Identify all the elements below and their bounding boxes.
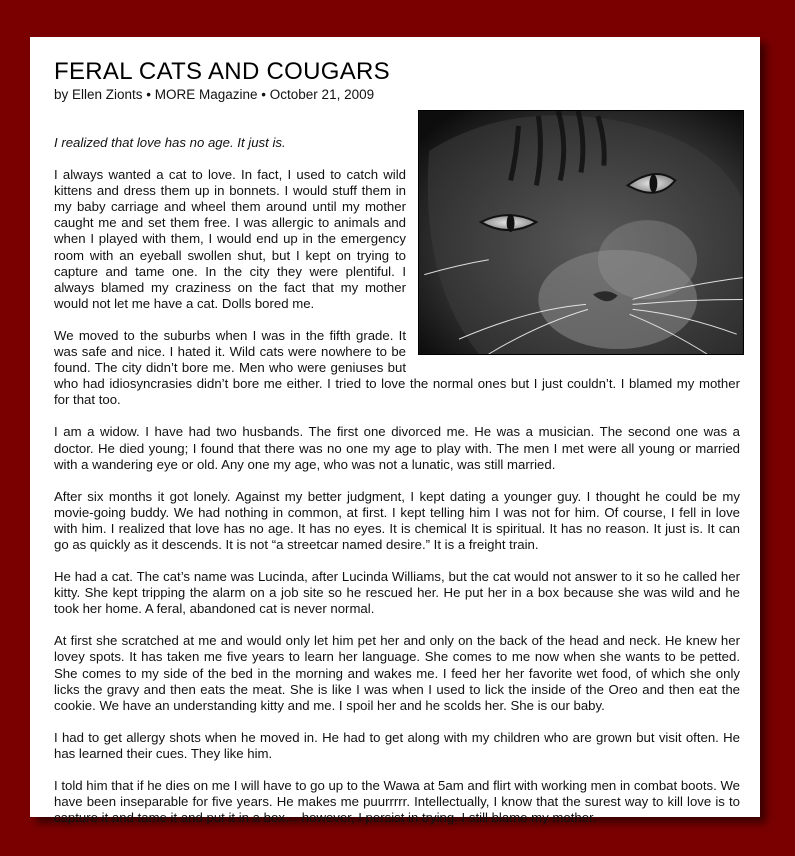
- article-paragraph: We moved to the suburbs when I was in the fifth grade. It was safe and nice. I hated it. Wild cats were nowhere to be found. The city didn’t bore me. Men who were geniuses but who had idiosyncrasies didn’t bore me either. I tried to love the normal ones but I just couldn’t. I blamed my mother for that too.: [54, 327, 740, 408]
- cat-photo: [418, 110, 744, 355]
- article-byline: by Ellen Zionts • MORE Magazine • October 21, 2009: [54, 87, 375, 102]
- article-page: [30, 37, 760, 826]
- article-paragraph: I always wanted a cat to love. In fact, I used to catch wild kittens and dress them up in bonnets. I would stuff them in my baby carriage and wheel them around until my mother caught me and set them free. I was allergic to animals and when I played with them, I would end up in the emergency room with an eyeball swollen shut, but I kept on trying to capture and tame one. In the city they were plentiful. I always blamed my craziness on the fact that my mother would not let me have a cat. Dolls bored me.: [54, 167, 406, 311]
- article-paragraph: I had to get allergy shots when he moved in. He had to get along with my children who are grown but visit often. He has learned their cues. They like him.: [54, 729, 740, 761]
- article-paragraph: He had a cat. The cat’s name was Lucinda, after Lucinda Williams, but the cat would not answer to it so he called her kitty. She kept tripping the alarm on a job site so he rescued her. He put her in a box because she was wild and he took her home. A feral, abandoned cat is never normal.: [54, 569, 740, 617]
- article-paragraph: At first she scratched at me and would only let him pet her and only on the back of the head and neck. He knew her lovey spots. It has taken me five years to learn her language. She comes to me now when she wants to be petted. She comes to my side of the bed in the morning and wakes me. I feed her her favorite wet food, of which she only licks the gravy and then eats the meat. She is like I was when I used to lick the inside of the Oreo and then eat the cookie. We have an understanding kitty and me. I spoil her and he scolds her. She is our baby.: [54, 633, 740, 713]
- article-content: [54, 57, 740, 842]
- article-paragraph: I told him that if he dies on me I will have to go up to the Wawa at 5am and flirt with working men in combat boots. We have been inseparable for five years. He makes me puurrrrr. Intellectually, I know that the surest way to kill love is to capture it and tame it and put it in a box… however, I persist in trying. I still blame my mother.: [54, 778, 740, 826]
- article-lead: I realized that love has no age. It just is.: [54, 135, 286, 150]
- article-title: FERAL CATS AND COUGARS: [54, 58, 390, 85]
- cat-face-icon: [419, 111, 743, 354]
- article-paragraph: I am a widow. I have had two husbands. The first one divorced me. He was a musician. The second one was a doctor. He died young; I found that there was no one my age to play with. The men I met were all young or married with a wandering eye or old. Any one my age, who was not a lunatic, was still married.: [54, 424, 740, 472]
- article-paragraph: After six months it got lonely. Against my better judgment, I kept dating a younger guy. I thought he could be my movie-going buddy. We had nothing in common, at first. I kept telling him I was not for him. Of course, I fell in love with him. I realized that love has no age. It has no eyes. It is chemical It is spiritual. It has no reason. It just is. It can go as quickly as it descends. It is not “a streetcar named desire.” It is a freight train.: [54, 488, 740, 552]
